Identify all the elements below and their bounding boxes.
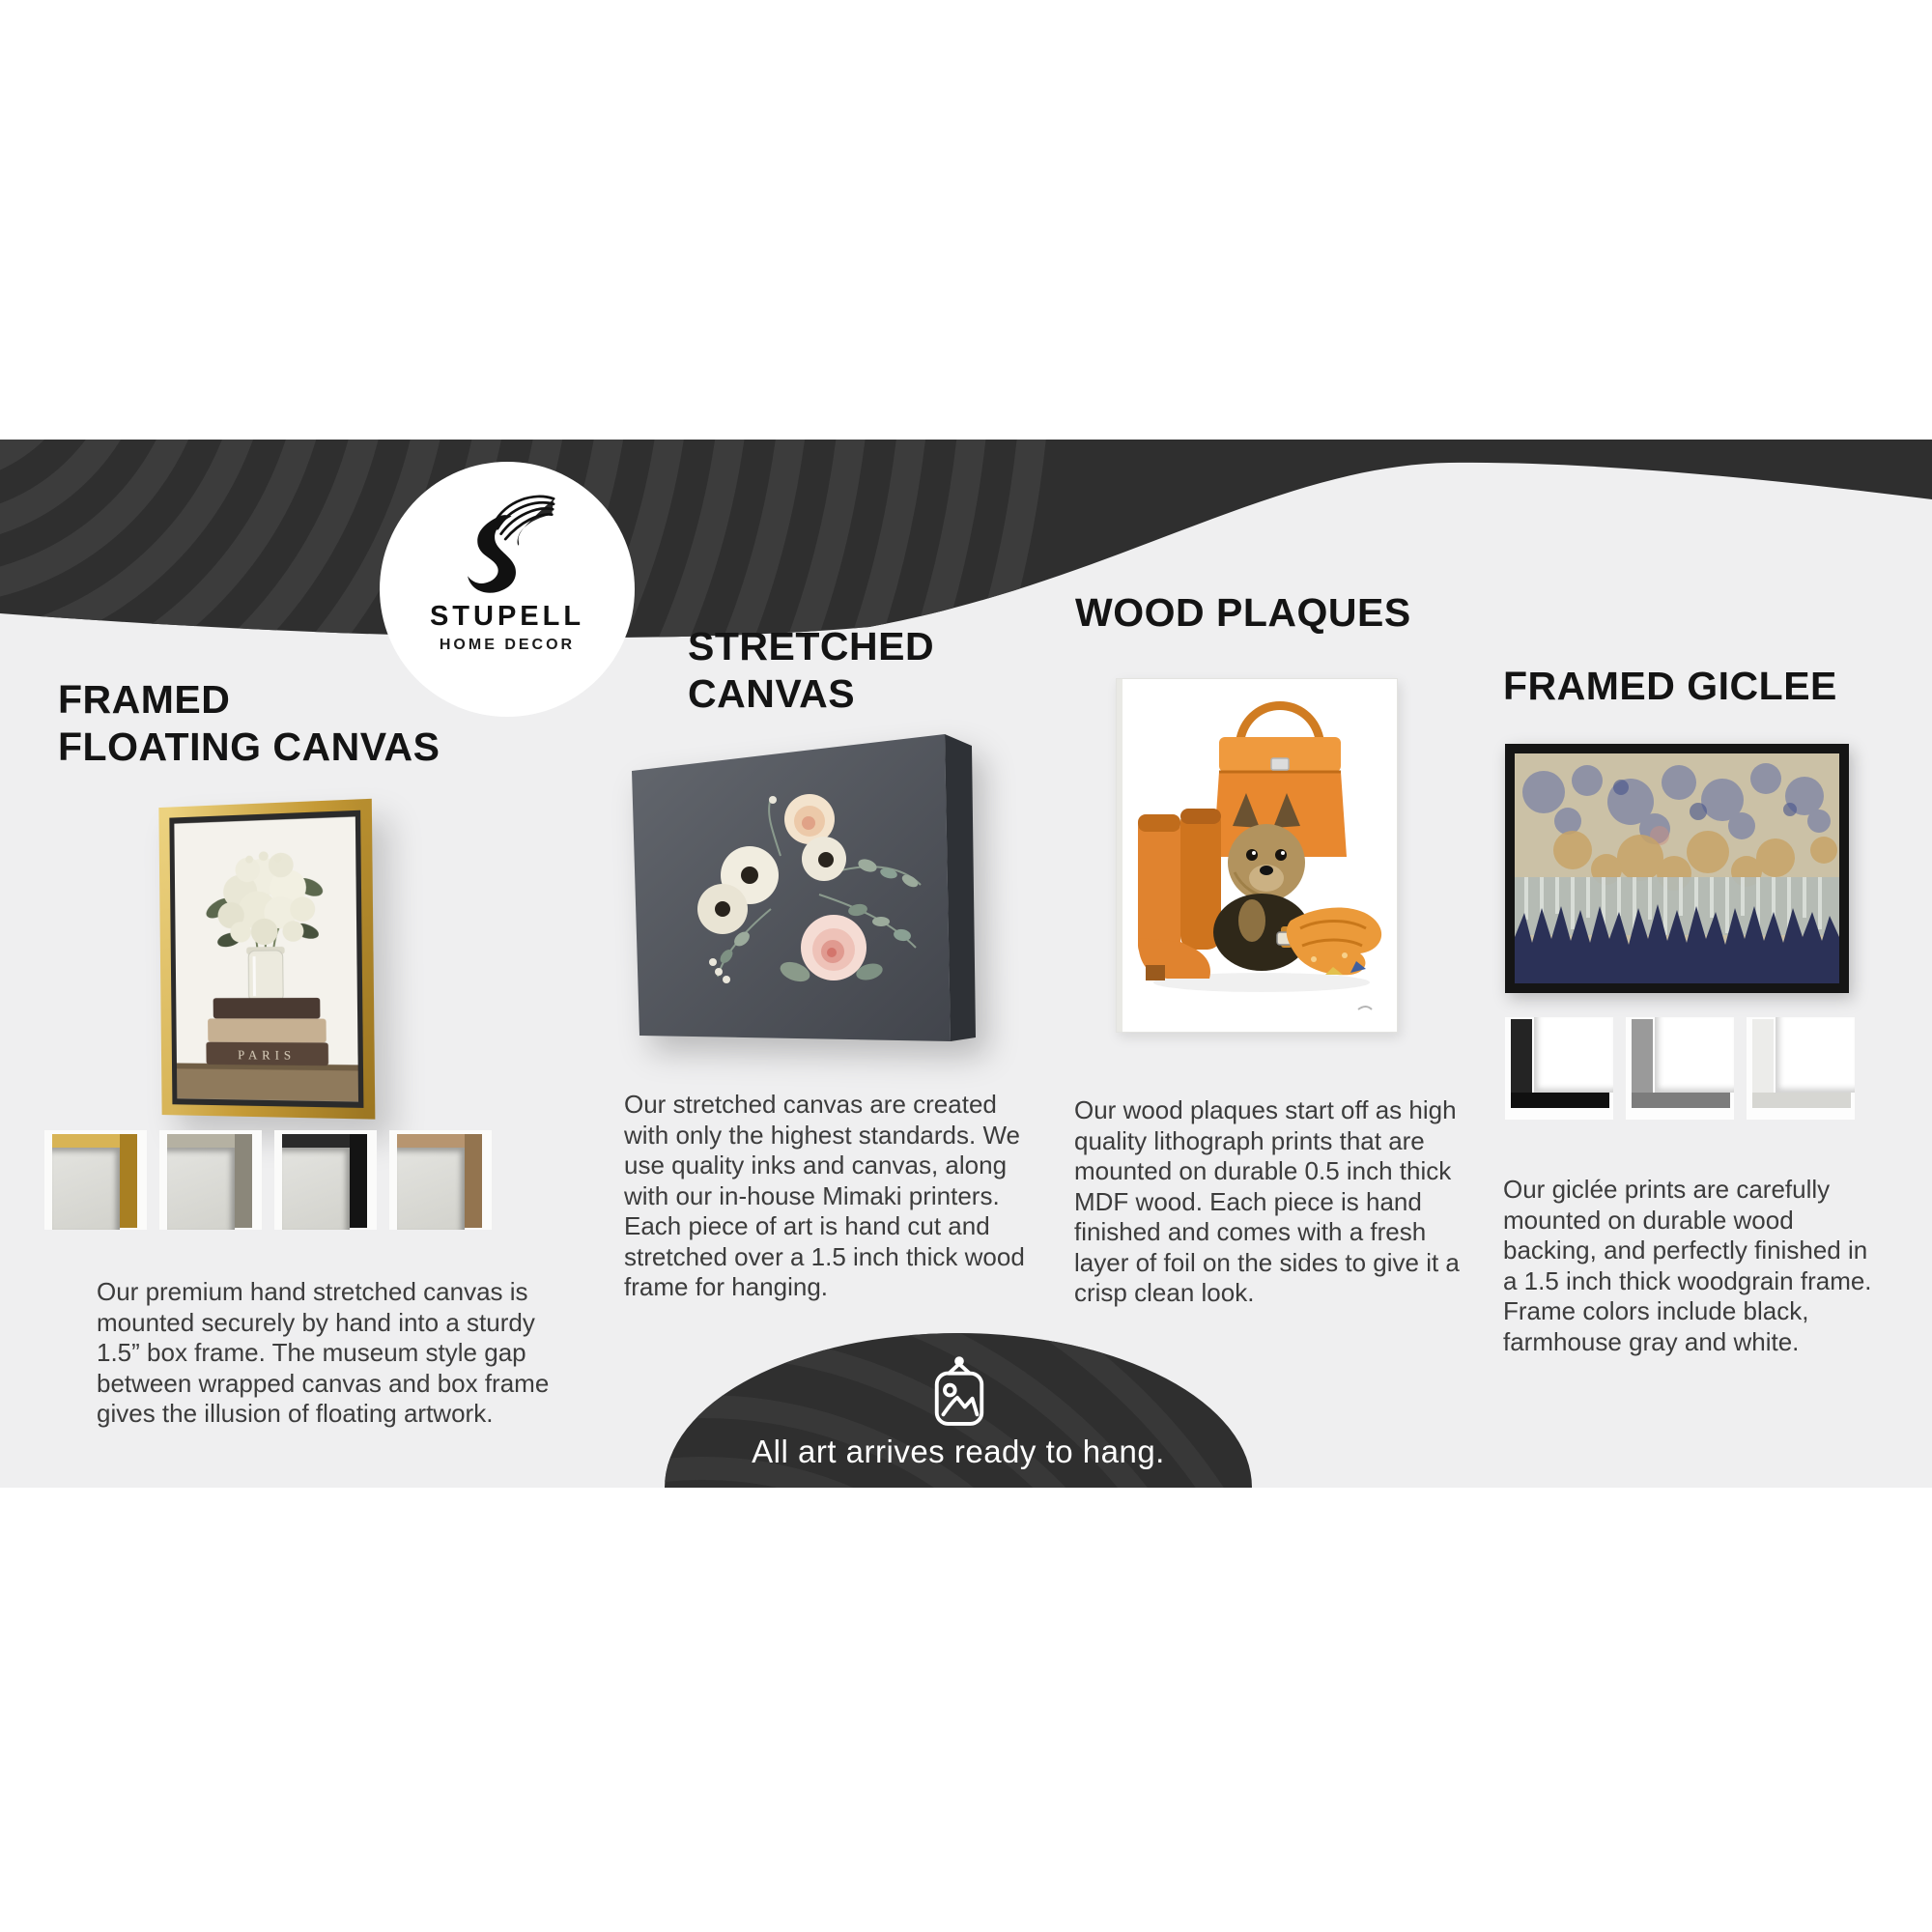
stretched-canvas-artwork xyxy=(626,730,985,1051)
heading-line: FLOATING CANVAS xyxy=(58,724,440,769)
description-framed-floating-canvas: Our premium hand stretched canvas is mounted securely by hand into a sturdy 1.5” box frame. The museum style gap between wrapped canvas and box frame gives the illusion of floating artwork. xyxy=(97,1277,550,1428)
stupell-s-swoosh-icon xyxy=(450,483,564,597)
heading-framed-giclee xyxy=(1503,663,1837,710)
book-spine-title: PARIS xyxy=(238,1048,297,1063)
brand-name: STUPELL xyxy=(429,601,585,632)
footer-message: All art arrives ready to hang. xyxy=(752,1434,1165,1469)
description-stretched-canvas: Our stretched canvas are created with only the highest standards. We use quality inks and canvas, along with our in-house Mimaki printers. Each piece of art is hand cut and stretched over a 1.5 inch thick wood frame for hanging. xyxy=(624,1090,1025,1301)
frame-swatch-farmhouse-gray xyxy=(1626,1017,1734,1120)
framed-picture-icon xyxy=(929,1356,989,1428)
book-stack xyxy=(206,998,328,1065)
heading-line: STRETCHED xyxy=(688,624,935,668)
mason-jar xyxy=(246,947,285,1002)
framed-giclee-artwork xyxy=(1505,744,1849,993)
heading-framed-floating-canvas xyxy=(58,676,440,771)
heading-line: FRAMED xyxy=(58,677,231,722)
brand-tagline: HOME DECOR xyxy=(439,637,576,653)
frame-swatch-natural-wood xyxy=(389,1130,492,1230)
description-framed-giclee: Our giclée prints are carefully mounted on durable wood backing, and perfectly finished in a 1.5 inch thick woodgrain frame. Frame colors include black, farmhouse gray and white. xyxy=(1503,1175,1872,1356)
frame-swatch-white xyxy=(1747,1017,1855,1120)
wood-plaque-artwork xyxy=(1116,678,1398,1033)
heading-line: WOOD PLAQUES xyxy=(1075,590,1411,635)
giclee-frame-color-swatches xyxy=(1505,1017,1855,1120)
frame-swatch-black xyxy=(274,1130,377,1230)
heading-line: CANVAS xyxy=(688,671,856,716)
floating-canvas-artwork xyxy=(158,799,375,1120)
frame-swatch-gold xyxy=(44,1130,147,1230)
floating-frame-color-swatches xyxy=(44,1130,492,1230)
frame-swatch-black xyxy=(1505,1017,1613,1120)
heading-wood-plaques xyxy=(1075,589,1411,637)
heading-stretched-canvas xyxy=(688,623,934,718)
description-wood-plaques: Our wood plaques start off as high quality lithograph prints that are mounted on durable 0.5 inch thick MDF wood. Each piece is hand finished and comes with a fresh layer of foil on the sides to give it a crisp clean look. xyxy=(1074,1095,1460,1307)
header-wave-graphic xyxy=(0,440,1932,647)
frame-swatch-champagne-silver xyxy=(159,1130,262,1230)
heading-line: FRAMED GICLEE xyxy=(1503,664,1837,708)
